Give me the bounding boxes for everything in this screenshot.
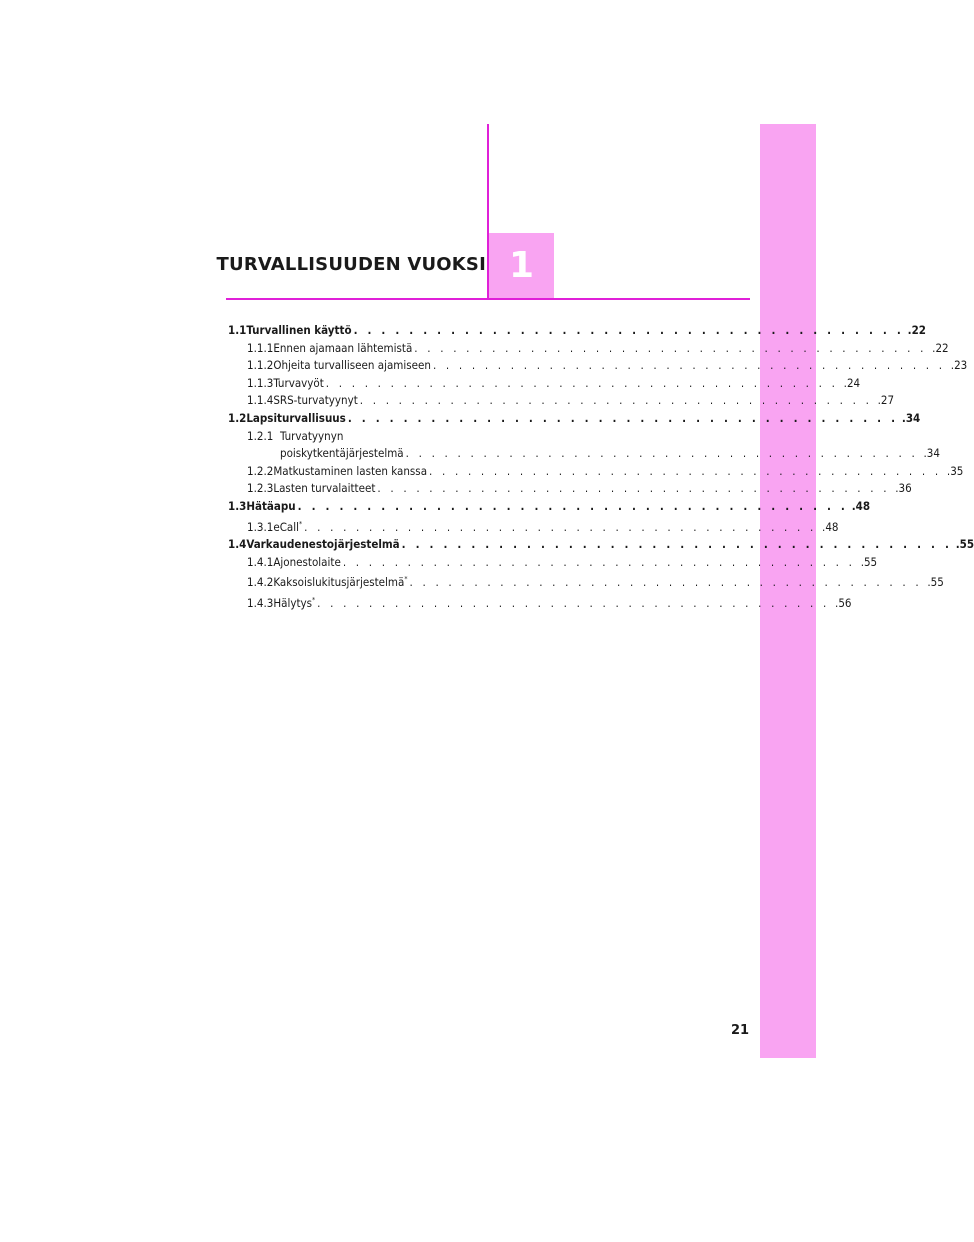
- toc-leader: . . . . . . . . . . . . . . . . . . . . . . . . . . . . . . . . . . . . . . . .: [347, 410, 899, 425]
- toc-number: 1.2.3: [247, 481, 274, 496]
- chapter-number-box: [489, 233, 554, 298]
- chapter-title: TURVALLISUUDEN VUOKSI: [216, 254, 486, 275]
- toc-item-1-1-4[interactable]: [228, 392, 895, 410]
- toc-page: .56: [835, 595, 852, 610]
- toc-leader: . . . . . . . . . . . . . . . . . . . . . . . . . . . . . . . . . . . . . . . .: [304, 519, 817, 534]
- toc-number: 1.1: [228, 323, 247, 337]
- toc-number: 1.2.2: [247, 463, 274, 478]
- toc-page: .36: [895, 481, 912, 496]
- toc-label: [273, 592, 315, 613]
- toc-label: Turvavyöt: [273, 375, 324, 390]
- toc-page: .22: [932, 340, 949, 355]
- toc-page: .23: [950, 358, 968, 373]
- toc-item-1-1-1[interactable]: [228, 340, 949, 358]
- toc-leader: . . . . . . . . . . . . . . . . . . . . . . . . . . . . . . . . . . . . . . . .: [405, 446, 918, 461]
- optional-feature-mark: *: [312, 595, 316, 604]
- toc-item-1-2-1-continued[interactable]: [228, 445, 940, 463]
- toc-item-1-2-3[interactable]: [228, 480, 912, 498]
- toc-number: 1.2: [228, 410, 247, 425]
- toc-number: 1.1.4: [247, 393, 274, 408]
- toc-label: Ennen ajamaan lähtemistä: [273, 340, 413, 355]
- toc-item-1-3-1[interactable]: [228, 516, 839, 537]
- toc-item-1-2-2[interactable]: [228, 463, 964, 481]
- toc-number: 1.4.3: [247, 595, 274, 610]
- toc-section-1-1[interactable]: [228, 322, 926, 340]
- toc-page: .34: [901, 410, 921, 425]
- toc-label: Turvatyynyn: [280, 428, 344, 443]
- optional-feature-mark: *: [299, 519, 303, 528]
- toc-number: 1.3: [228, 498, 247, 513]
- toc-label: SRS-turvatyynyt: [273, 393, 358, 408]
- toc-label: [273, 571, 407, 592]
- toc-item-1-4-2[interactable]: [228, 571, 944, 592]
- toc-item-1-1-2[interactable]: [228, 357, 968, 375]
- page-number: 21: [731, 1023, 750, 1038]
- toc-number: 1.3.1: [247, 519, 274, 534]
- toc-leader: . . . . . . . . . . . . . . . . . . . . . . . . . . . . . . . . . . . . . . . .: [317, 595, 830, 610]
- toc-leader: . . . . . . . . . . . . . . . . . . . . . . . . . . . . . . . . . . . . . . . .: [359, 393, 873, 408]
- toc-item-1-4-1[interactable]: [228, 554, 878, 572]
- toc-label-continued: poiskytkentäjärjestelmä: [280, 446, 404, 461]
- toc-label: Ajonestolaite: [273, 554, 341, 569]
- toc-section-1-2[interactable]: [228, 410, 921, 428]
- toc-leader: . . . . . . . . . . . . . . . . . . . . . . . . . . . . . . . . . . . . . . . .: [325, 375, 839, 390]
- toc-page: .48: [851, 498, 871, 513]
- toc-number: 1.4.1: [247, 554, 274, 569]
- toc-leader: . . . . . . . . . . . . . . . . . . . . . . . . . . . . . . . . . . . . . . . .: [429, 463, 942, 478]
- toc-section-1-3[interactable]: [228, 498, 871, 516]
- toc-number: 1.4: [228, 537, 247, 552]
- toc-leader: . . . . . . . . . . . . . . . . . . . . . . . . . . . . . . . . . . . . . . . .: [409, 575, 922, 590]
- toc-label: Lasten turvalaitteet: [273, 481, 376, 496]
- toc-label-text: eCall: [273, 519, 300, 534]
- toc-label: Lapsiturvallisuus: [246, 410, 346, 425]
- toc-leader: . . . . . . . . . . . . . . . . . . . . . . . . . . . . . . . . . . . . . . . .: [377, 481, 890, 496]
- toc-page: .27: [877, 393, 895, 408]
- toc-label: [273, 516, 302, 537]
- toc-section-1-4[interactable]: [228, 536, 974, 554]
- toc-page: .55: [955, 537, 974, 552]
- toc-leader: . . . . . . . . . . . . . . . . . . . . . . . . . . . . . . . . . . . . . . . .: [342, 554, 856, 569]
- toc-label-text: Hälytys: [273, 595, 313, 610]
- chapter-number: 1: [508, 245, 535, 286]
- toc-page: .48: [822, 519, 839, 534]
- toc-number: 1.2.1: [247, 428, 274, 443]
- toc-leader: . . . . . . . . . . . . . . . . . . . . . . . . . . . . . . . . . . . . . . . .: [414, 340, 927, 355]
- toc-leader: . . . . . . . . . . . . . . . . . . . . . . . . . . . . . . . . . . . . . . . .: [353, 323, 904, 337]
- toc-page: .35: [946, 463, 964, 478]
- toc-item-1-4-3[interactable]: [228, 592, 852, 613]
- toc-number: 1.1.1: [247, 340, 274, 355]
- toc-page: .55: [860, 554, 878, 569]
- toc-item-1-1-3[interactable]: [228, 375, 861, 393]
- toc-leader: . . . . . . . . . . . . . . . . . . . . . . . . . . . . . . . . . . . . . . . .: [401, 537, 953, 552]
- toc-page: .22: [907, 323, 926, 337]
- toc-number: 1.1.3: [247, 375, 274, 390]
- optional-feature-mark: *: [404, 575, 408, 584]
- toc-label: Ohjeita turvalliseen ajamiseen: [273, 358, 431, 373]
- table-of-contents: [228, 322, 974, 613]
- toc-label: Matkustaminen lasten kanssa: [273, 463, 428, 478]
- toc-page: .24: [843, 375, 861, 390]
- toc-page: .34: [923, 446, 940, 461]
- toc-number: 1.1.2: [247, 358, 274, 373]
- toc-item-1-2-1[interactable]: [228, 428, 467, 446]
- toc-leader: . . . . . . . . . . . . . . . . . . . . . . . . . . . . . . . . . . . . . . . .: [297, 498, 849, 513]
- toc-number: 1.4.2: [247, 575, 274, 590]
- toc-label: Turvallinen käyttö: [246, 323, 352, 337]
- header-horizontal-rule: [226, 298, 750, 300]
- toc-label: Varkaudenestojärjestelmä: [246, 537, 400, 552]
- toc-label: Hätäapu: [246, 498, 296, 513]
- toc-label-text: Kaksoislukitusjärjestelmä: [273, 575, 405, 590]
- toc-page: .55: [927, 575, 944, 590]
- toc-leader: . . . . . . . . . . . . . . . . . . . . . . . . . . . . . . . . . . . . . . . .: [432, 358, 946, 373]
